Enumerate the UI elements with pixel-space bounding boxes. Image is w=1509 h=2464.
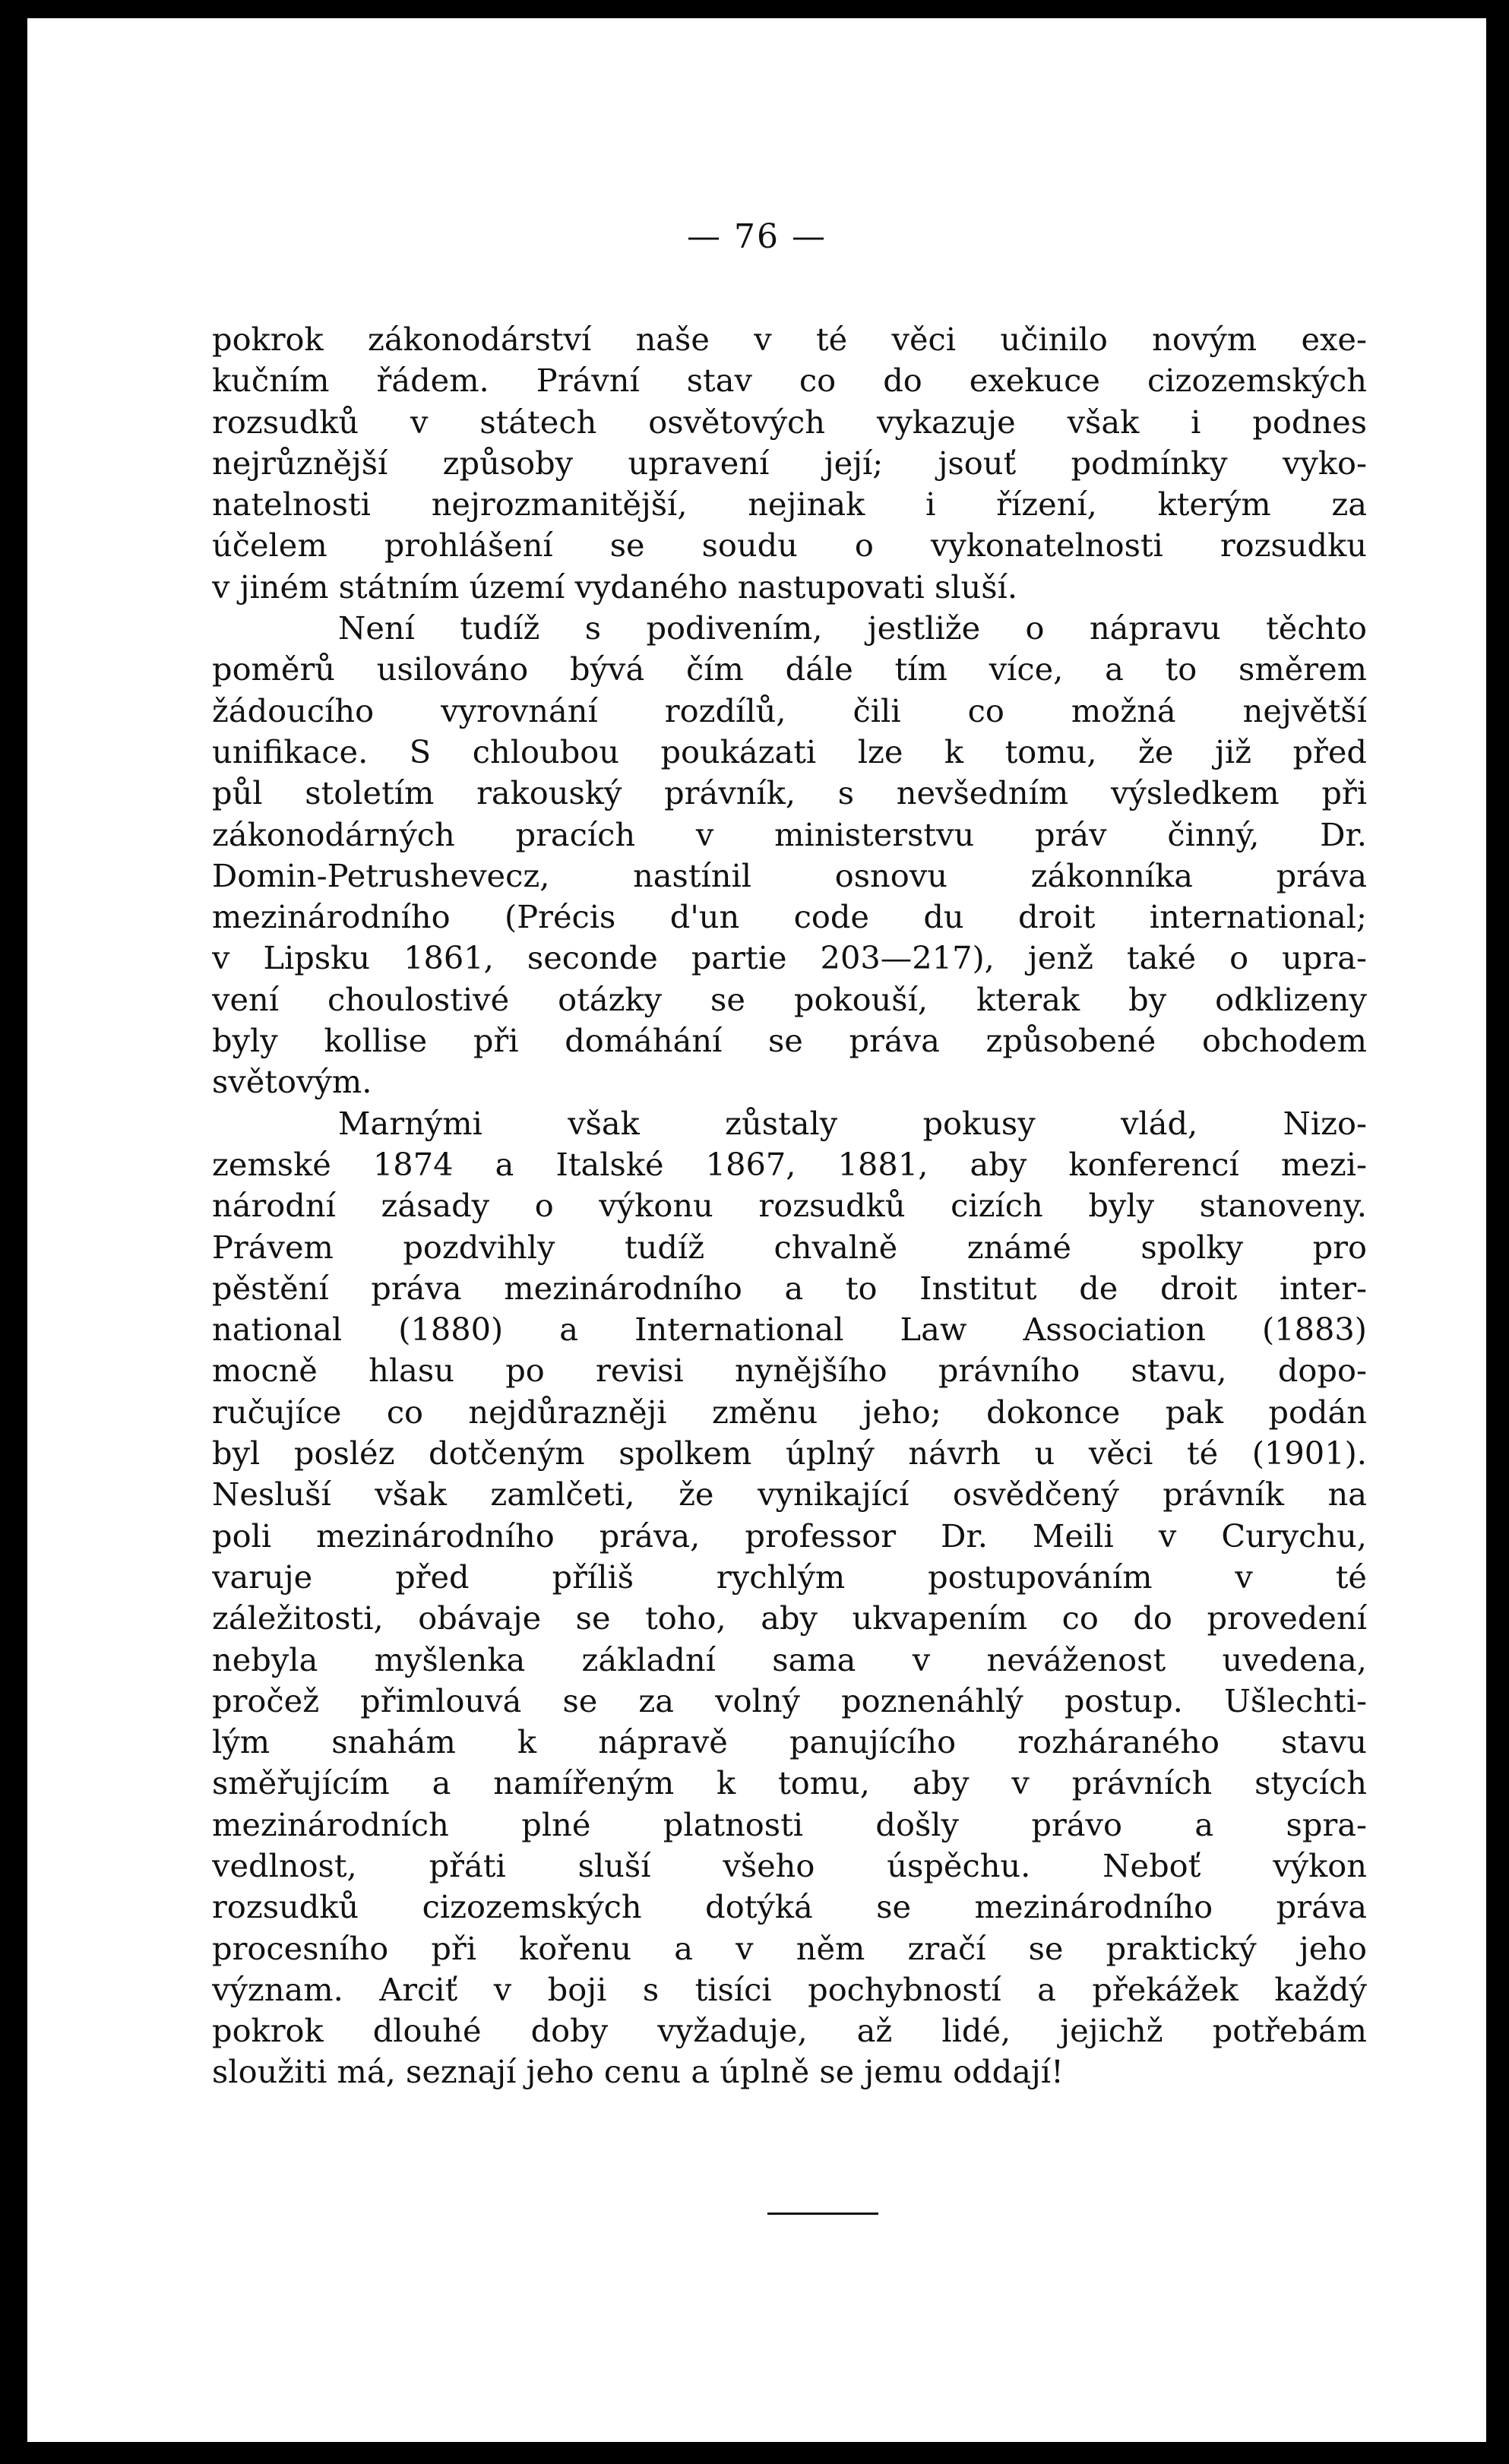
text-line: směřujícím a namířeným k tomu, aby v právních stycích (212, 1764, 1367, 1802)
text-line: zemské 1874 a Italské 1867, 1881, aby konferencí mezi- (212, 1145, 1367, 1183)
text-line: pročež přimlouvá se za volný poznenáhlý postup. Ušlechti- (212, 1681, 1367, 1719)
text-line: varuje před příliš rychlým postupováním v té (212, 1558, 1367, 1596)
page-number: — 76 — (687, 217, 827, 256)
text-line: národní zásady o výkonu rozsudků cizích byly stanoveny. (212, 1187, 1367, 1225)
text-line: nejrůznější způsoby upravení její; jsouť podmínky vyko- (212, 444, 1367, 482)
book-page (27, 18, 1486, 2442)
text-line: ručujíce co nejdůrazněji změnu jeho; dokonce pak podán (212, 1393, 1367, 1431)
text-line: rozsudků v státech osvětových vykazuje však i podnes (212, 403, 1367, 441)
text-line: vedlnost, přáti sluší všeho úspěchu. Neboť výkon (212, 1846, 1367, 1884)
text-line: mezinárodních plné platnosti došly právo a spra- (212, 1805, 1367, 1843)
text-line: byly kollise při domáhání se práva způsobené obchodem (212, 1022, 1367, 1060)
section-end-rule (767, 2213, 878, 2215)
text-line: poměrů usilováno bývá čím dále tím více, a to směrem (212, 650, 1367, 688)
text-line: procesního při kořenu a v něm zračí se praktický jeho (212, 1929, 1367, 1967)
text-line: pokrok zákonodárství naše v té věci učinilo novým exe- (212, 321, 1367, 358)
text-line: national (1880) a International Law Association (1883) (212, 1311, 1367, 1349)
text-line: v Lipsku 1861, seconde partie 203—217), jenž také o upra- (212, 939, 1367, 977)
text-line: účelem prohlášení se soudu o vykonatelnosti rozsudku (212, 527, 1367, 565)
text-line: pokrok dlouhé doby vyžaduje, až lidé, jejichž potřebám (212, 2012, 1367, 2050)
paragraph-first-line: Není tudíž s podivením, jestliže o nápravu těchto (338, 609, 1367, 647)
text-line: lým snahám k nápravě panujícího rozháraného stavu (212, 1723, 1367, 1761)
text-line: Domin-Petrushevecz, nastínil osnovu zákonníka práva (212, 856, 1367, 894)
text-line: byl posléz dotčeným spolkem úplný návrh u věci té (1901). (212, 1434, 1367, 1472)
text-line: nebyla myšlenka základní sama v neváženost uvedena, (212, 1640, 1367, 1678)
text-line: mezinárodního (Précis d'un code du droit international; (212, 898, 1367, 936)
text-line: v jiném státním území vydaného nastupovati sluší. (212, 568, 1018, 606)
text-line: kučním řádem. Právní stav co do exekuce cizozemských (212, 362, 1367, 400)
text-line: pěstění práva mezinárodního a to Institut de droit inter- (212, 1269, 1367, 1307)
text-line: zákonodárných pracích v ministerstvu práv činný, Dr. (212, 815, 1367, 853)
text-line: mocně hlasu po revisi nynějšího právního stavu, dopo- (212, 1352, 1367, 1390)
paragraph-first-line: Marnými však zůstaly pokusy vlád, Nizo- (338, 1104, 1367, 1142)
text-line: unifikace. S chloubou poukázati lze k tomu, že již před (212, 732, 1367, 770)
text-line: vení choulostivé otázky se pokouší, kterak by odklizeny (212, 980, 1367, 1018)
text-line: půl stoletím rakouský právník, s nevšedním výsledkem při (212, 774, 1367, 812)
text-line: sloužiti má, seznají jeho cenu a úplně se jemu oddají! (212, 2053, 1064, 2091)
text-line: Nesluší však zamlčeti, že vynikající osvědčený právník na (212, 1476, 1367, 1514)
text-line: Právem pozdvihly tudíž chvalně známé spolky pro (212, 1228, 1367, 1266)
text-line: žádoucího vyrovnání rozdílů, čili co možná největší (212, 691, 1367, 729)
text-line: význam. Arciť v boji s tisíci pochybností a překážek každý (212, 1970, 1367, 2008)
text-line: poli mezinárodního práva, professor Dr. Meili v Curychu, (212, 1517, 1367, 1555)
text-line: natelnosti nejrozmanitější, nejinak i řízení, kterým za (212, 486, 1367, 523)
text-line: rozsudků cizozemských dotýká se mezinárodního práva (212, 1888, 1367, 1926)
text-line: záležitosti, obávaje se toho, aby ukvapením co do provedení (212, 1599, 1367, 1637)
body-text (212, 319, 1367, 2093)
text-line: světovým. (212, 1063, 372, 1101)
